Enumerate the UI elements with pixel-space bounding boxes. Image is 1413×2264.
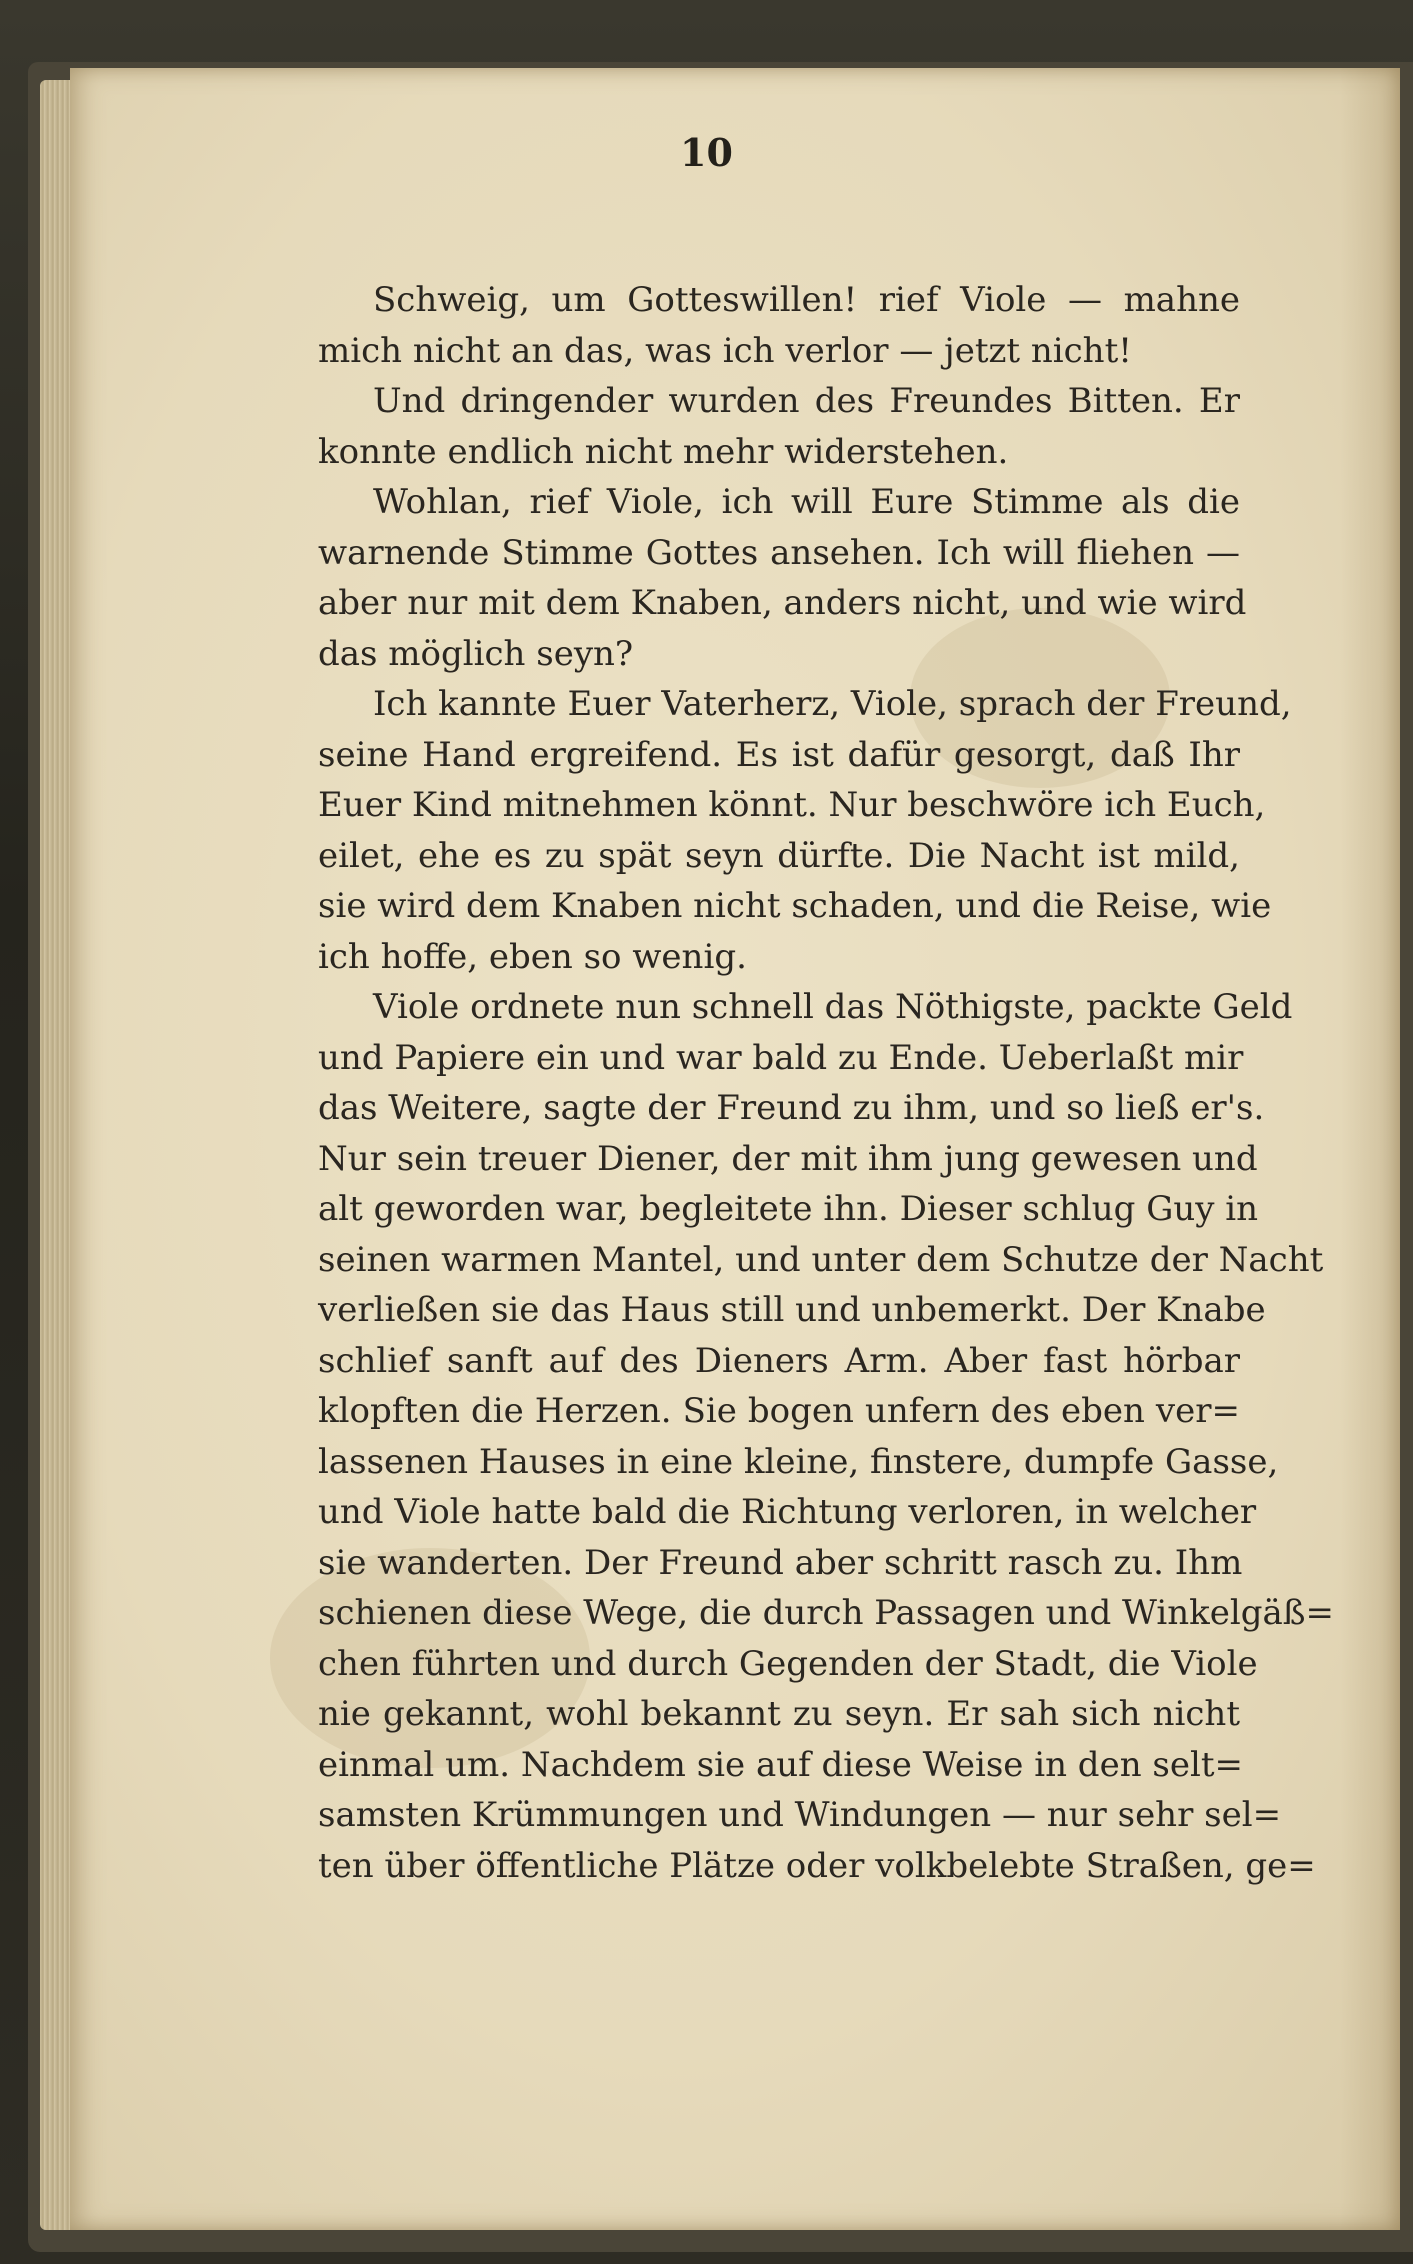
text-line: das Weitere, sagte der Freund zu ihm, und so ließ er's.: [318, 1088, 1265, 1128]
text-line: warnende Stimme Gottes ansehen. Ich will fliehen —: [318, 533, 1240, 573]
text-line: einmal um. Nachdem sie auf diese Weise in den selt=: [318, 1745, 1243, 1785]
text-line: seinen warmen Mantel, und unter dem Schutze der Nacht: [318, 1240, 1324, 1280]
page-gutter-shadow: [1340, 68, 1400, 2230]
text-line: Schweig, um Gotteswillen! rief Viole — mahne: [373, 280, 1240, 320]
text-line: Viole ordnete nun schnell das Nöthigste, packte Geld: [373, 987, 1293, 1027]
text-line: Wohlan, rief Viole, ich will Eure Stimme als die: [373, 482, 1240, 522]
text-line: seine Hand ergreifend. Es ist dafür gesorgt, daß Ihr: [318, 735, 1240, 775]
text-line: schlief sanft auf des Dieners Arm. Aber fast hörbar: [318, 1341, 1240, 1381]
text-line: verließen sie das Haus still und unbemerkt. Der Knabe: [318, 1290, 1266, 1330]
text-line: sie wird dem Knaben nicht schaden, und die Reise, wie: [318, 886, 1272, 926]
text-line: schienen diese Wege, die durch Passagen und Winkelgäß=: [318, 1593, 1334, 1633]
text-line: lassenen Hauses in eine kleine, finstere, dumpfe Gasse,: [318, 1442, 1279, 1482]
text-line: alt geworden war, begleitete ihn. Dieser schlug Guy in: [318, 1189, 1259, 1229]
text-line: ich hoffe, eben so wenig.: [318, 937, 747, 977]
text-line: konnte endlich nicht mehr widerstehen.: [318, 432, 1009, 472]
text-line: ten über öffentliche Plätze oder volkbelebte Straßen, ge=: [318, 1846, 1316, 1886]
text-line: nie gekannt, wohl bekannt zu seyn. Er sah sich nicht: [318, 1694, 1240, 1734]
page-number: 10: [680, 130, 733, 175]
text-line: chen führten und durch Gegenden der Stadt, die Viole: [318, 1644, 1258, 1684]
text-line: Ich kannte Euer Vaterherz, Viole, sprach der Freund,: [373, 684, 1292, 724]
text-line: Euer Kind mitnehmen könnt. Nur beschwöre ich Euch,: [318, 785, 1266, 825]
text-line: klopften die Herzen. Sie bogen unfern des eben ver=: [318, 1391, 1240, 1431]
text-line: aber nur mit dem Knaben, anders nicht, und wie wird: [318, 583, 1247, 623]
text-line: Nur sein treuer Diener, der mit ihm jung gewesen und: [318, 1139, 1258, 1179]
body-text: [318, 278, 1334, 1928]
text-line: und Papiere ein und war bald zu Ende. Ueberlaßt mir: [318, 1038, 1244, 1078]
text-line: mich nicht an das, was ich verlor — jetzt nicht!: [318, 331, 1132, 371]
text-line: samsten Krümmungen und Windungen — nur sehr sel=: [318, 1795, 1282, 1835]
text-line: und Viole hatte bald die Richtung verloren, in welcher: [318, 1492, 1257, 1532]
text-line: eilet, ehe es zu spät seyn dürfte. Die Nacht ist mild,: [318, 836, 1240, 876]
text-line: sie wanderten. Der Freund aber schritt rasch zu. Ihm: [318, 1543, 1243, 1583]
text-line: das möglich seyn?: [318, 634, 634, 674]
text-line: Und dringender wurden des Freundes Bitten. Er: [373, 381, 1240, 421]
